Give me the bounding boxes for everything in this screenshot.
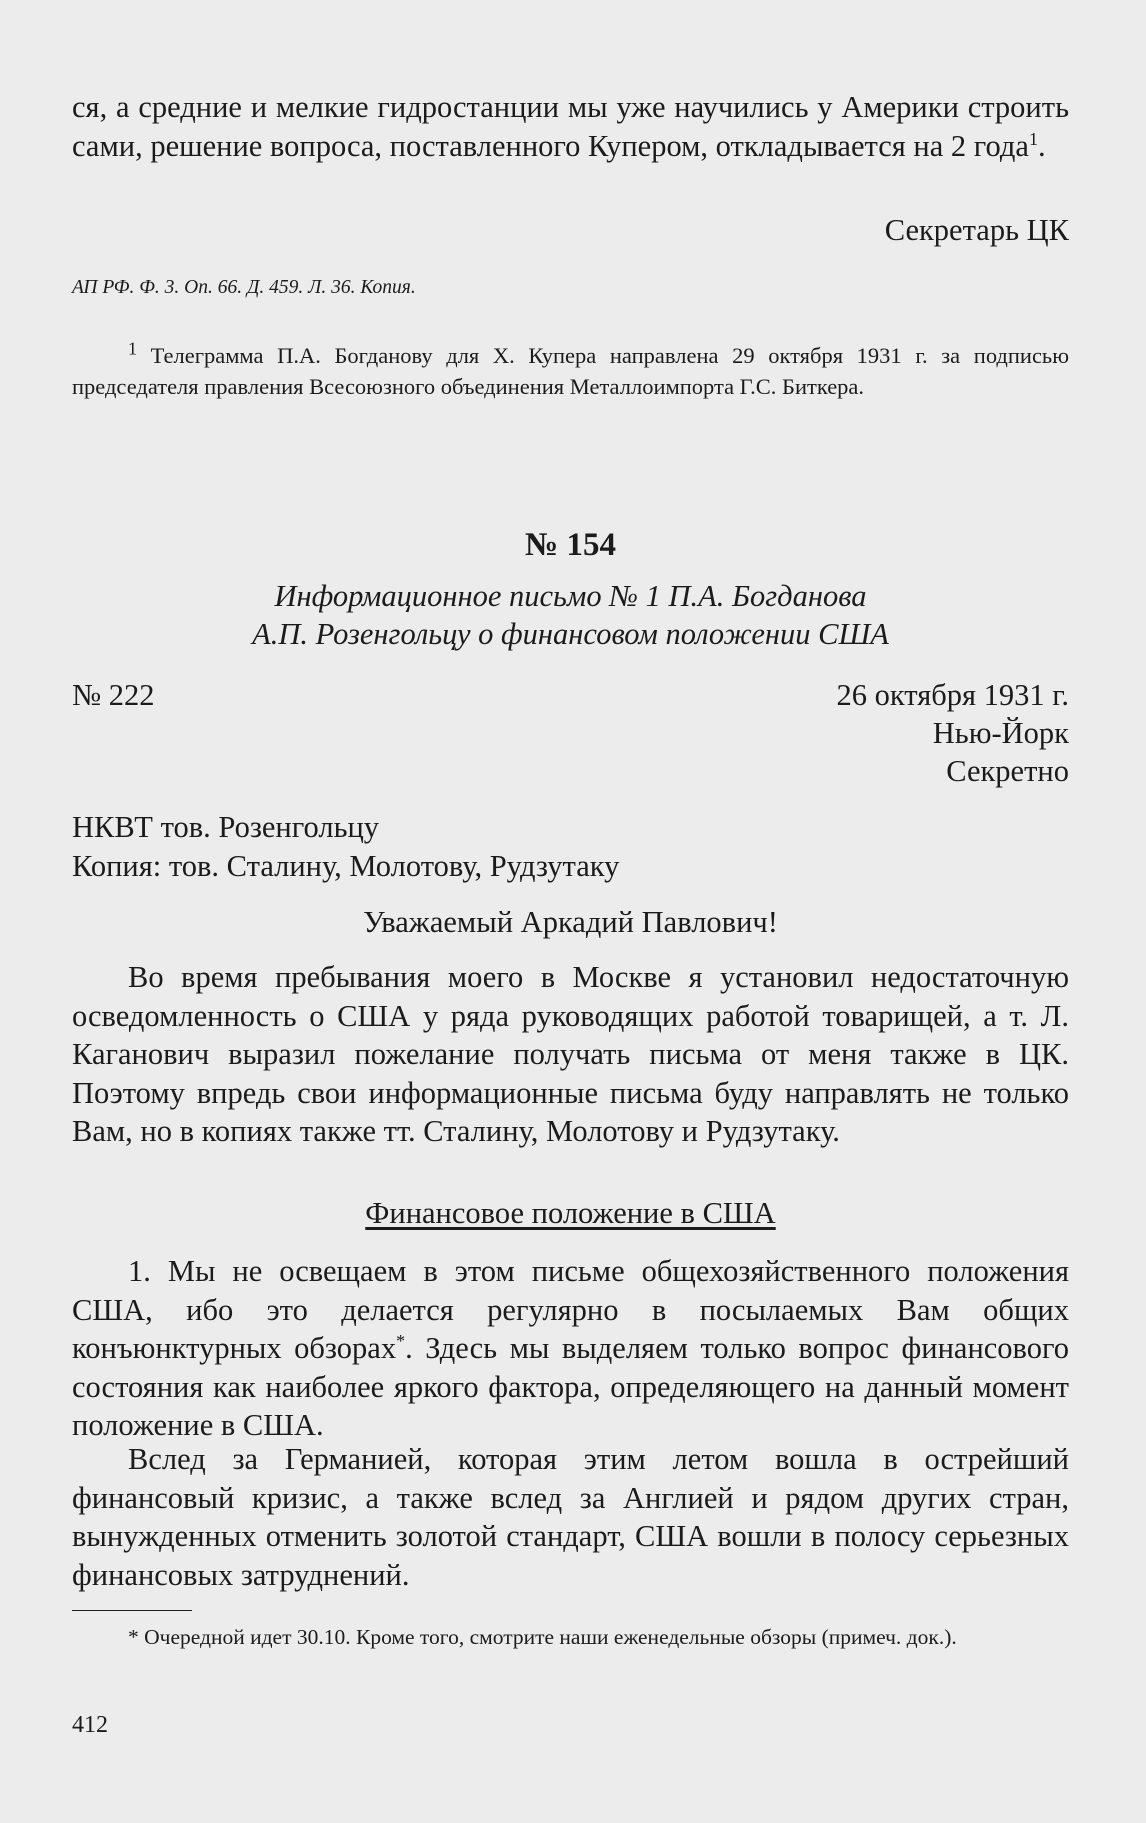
archive-reference: АП РФ. Ф. 3. Оп. 66. Д. 459. Л. 36. Копия. [72, 277, 416, 298]
section-heading [72, 1194, 1069, 1233]
footnote-2-text: Очередной идет 30.10. Кроме того, смотрите наши еженедельные обзоры (примеч. док.). [144, 1625, 957, 1649]
document-title-line-2: А.П. Розенгольцу о финансовом положении США [252, 617, 889, 651]
secrecy-mark: Секретно [946, 754, 1069, 788]
document-number: № 154 [525, 527, 616, 563]
paragraph-3: Вслед за Германией, которая этим летом вошла в острейший финансовый кризис, а также вслед за Англией и рядом других стран, вынужденных отменить золотой стандарт, США вошли в полосу серьезных финансовых затруднений. [72, 1442, 1069, 1592]
reference-row [72, 676, 1069, 715]
footnote-ref-1: 1 [1028, 128, 1038, 149]
footnote-1 [72, 340, 1069, 402]
copies-line: Копия: тов. Сталину, Молотову, Рудзутаку [72, 849, 620, 883]
reference-number: № 222 [72, 678, 155, 712]
document-title-line-1: Информационное письмо № 1 П.А. Богданова [274, 579, 867, 613]
footnote-1-mark: 1 [128, 338, 137, 359]
signature: Секретарь ЦК [884, 213, 1069, 247]
page-number: 412 [72, 1712, 108, 1738]
footnote-2 [72, 1622, 1069, 1653]
paragraph-1: Во время пребывания моего в Москве я установил недостаточную осведомленность о США у ряда руководящих работой товарищей, а т. Л. Каганович выразил пожелание получать письма от меня также в ЦК. Поэтому впредь свои информационные письма буду направлять не только Вам, но в копиях также тт. Сталину, Молотову и Рудзутаку. [72, 960, 1069, 1149]
intro-paragraph: ся, а средние и мелкие гидростанции мы уже научились у Америки строить сами, решение вопроса, поставленного Купером, откладывается на 2 года$^1$. [72, 90, 1069, 163]
salutation: Уважаемый Аркадий Павлович! [363, 905, 778, 939]
footnote-divider [72, 1610, 192, 1611]
paragraph-2 [72, 1252, 1069, 1445]
footnote-2-mark: * [128, 1625, 139, 1649]
paragraph-2-text-b: . Здесь мы выделяем только вопрос финансового состояния как наиболее яркого фактора, определяющего на данный момент положение в США. [72, 1331, 1069, 1443]
footnote-ref-2: * [396, 1331, 406, 1352]
document-date: 26 октября 1931 г. [836, 678, 1069, 712]
intro-text: ся, а средние и мелкие гидростанции мы уже научились у Америки строить сами, решение вопроса, поставленного Купером, откладывается на 2 года [72, 90, 1069, 163]
addressee: НКВТ тов. Розенгольцу [72, 810, 380, 844]
place: Нью-Йорк [932, 716, 1069, 750]
section-heading-text: Финансовое положение в США [365, 1196, 776, 1230]
footnote-1-text: Телеграмма П.А. Богданову для Х. Купера направлена 29 октября 1931 г. за подписью председателя правления Всесоюзного объединения Металлоимпорта Г.С. Биткера. [72, 343, 1070, 399]
paragraph-2-text-a: 1. Мы не освещаем в этом письме общехозяйственного положения США, ибо это делается регулярно в посылаемых Вам общих конъюнктурных обзорах [72, 1254, 1069, 1366]
